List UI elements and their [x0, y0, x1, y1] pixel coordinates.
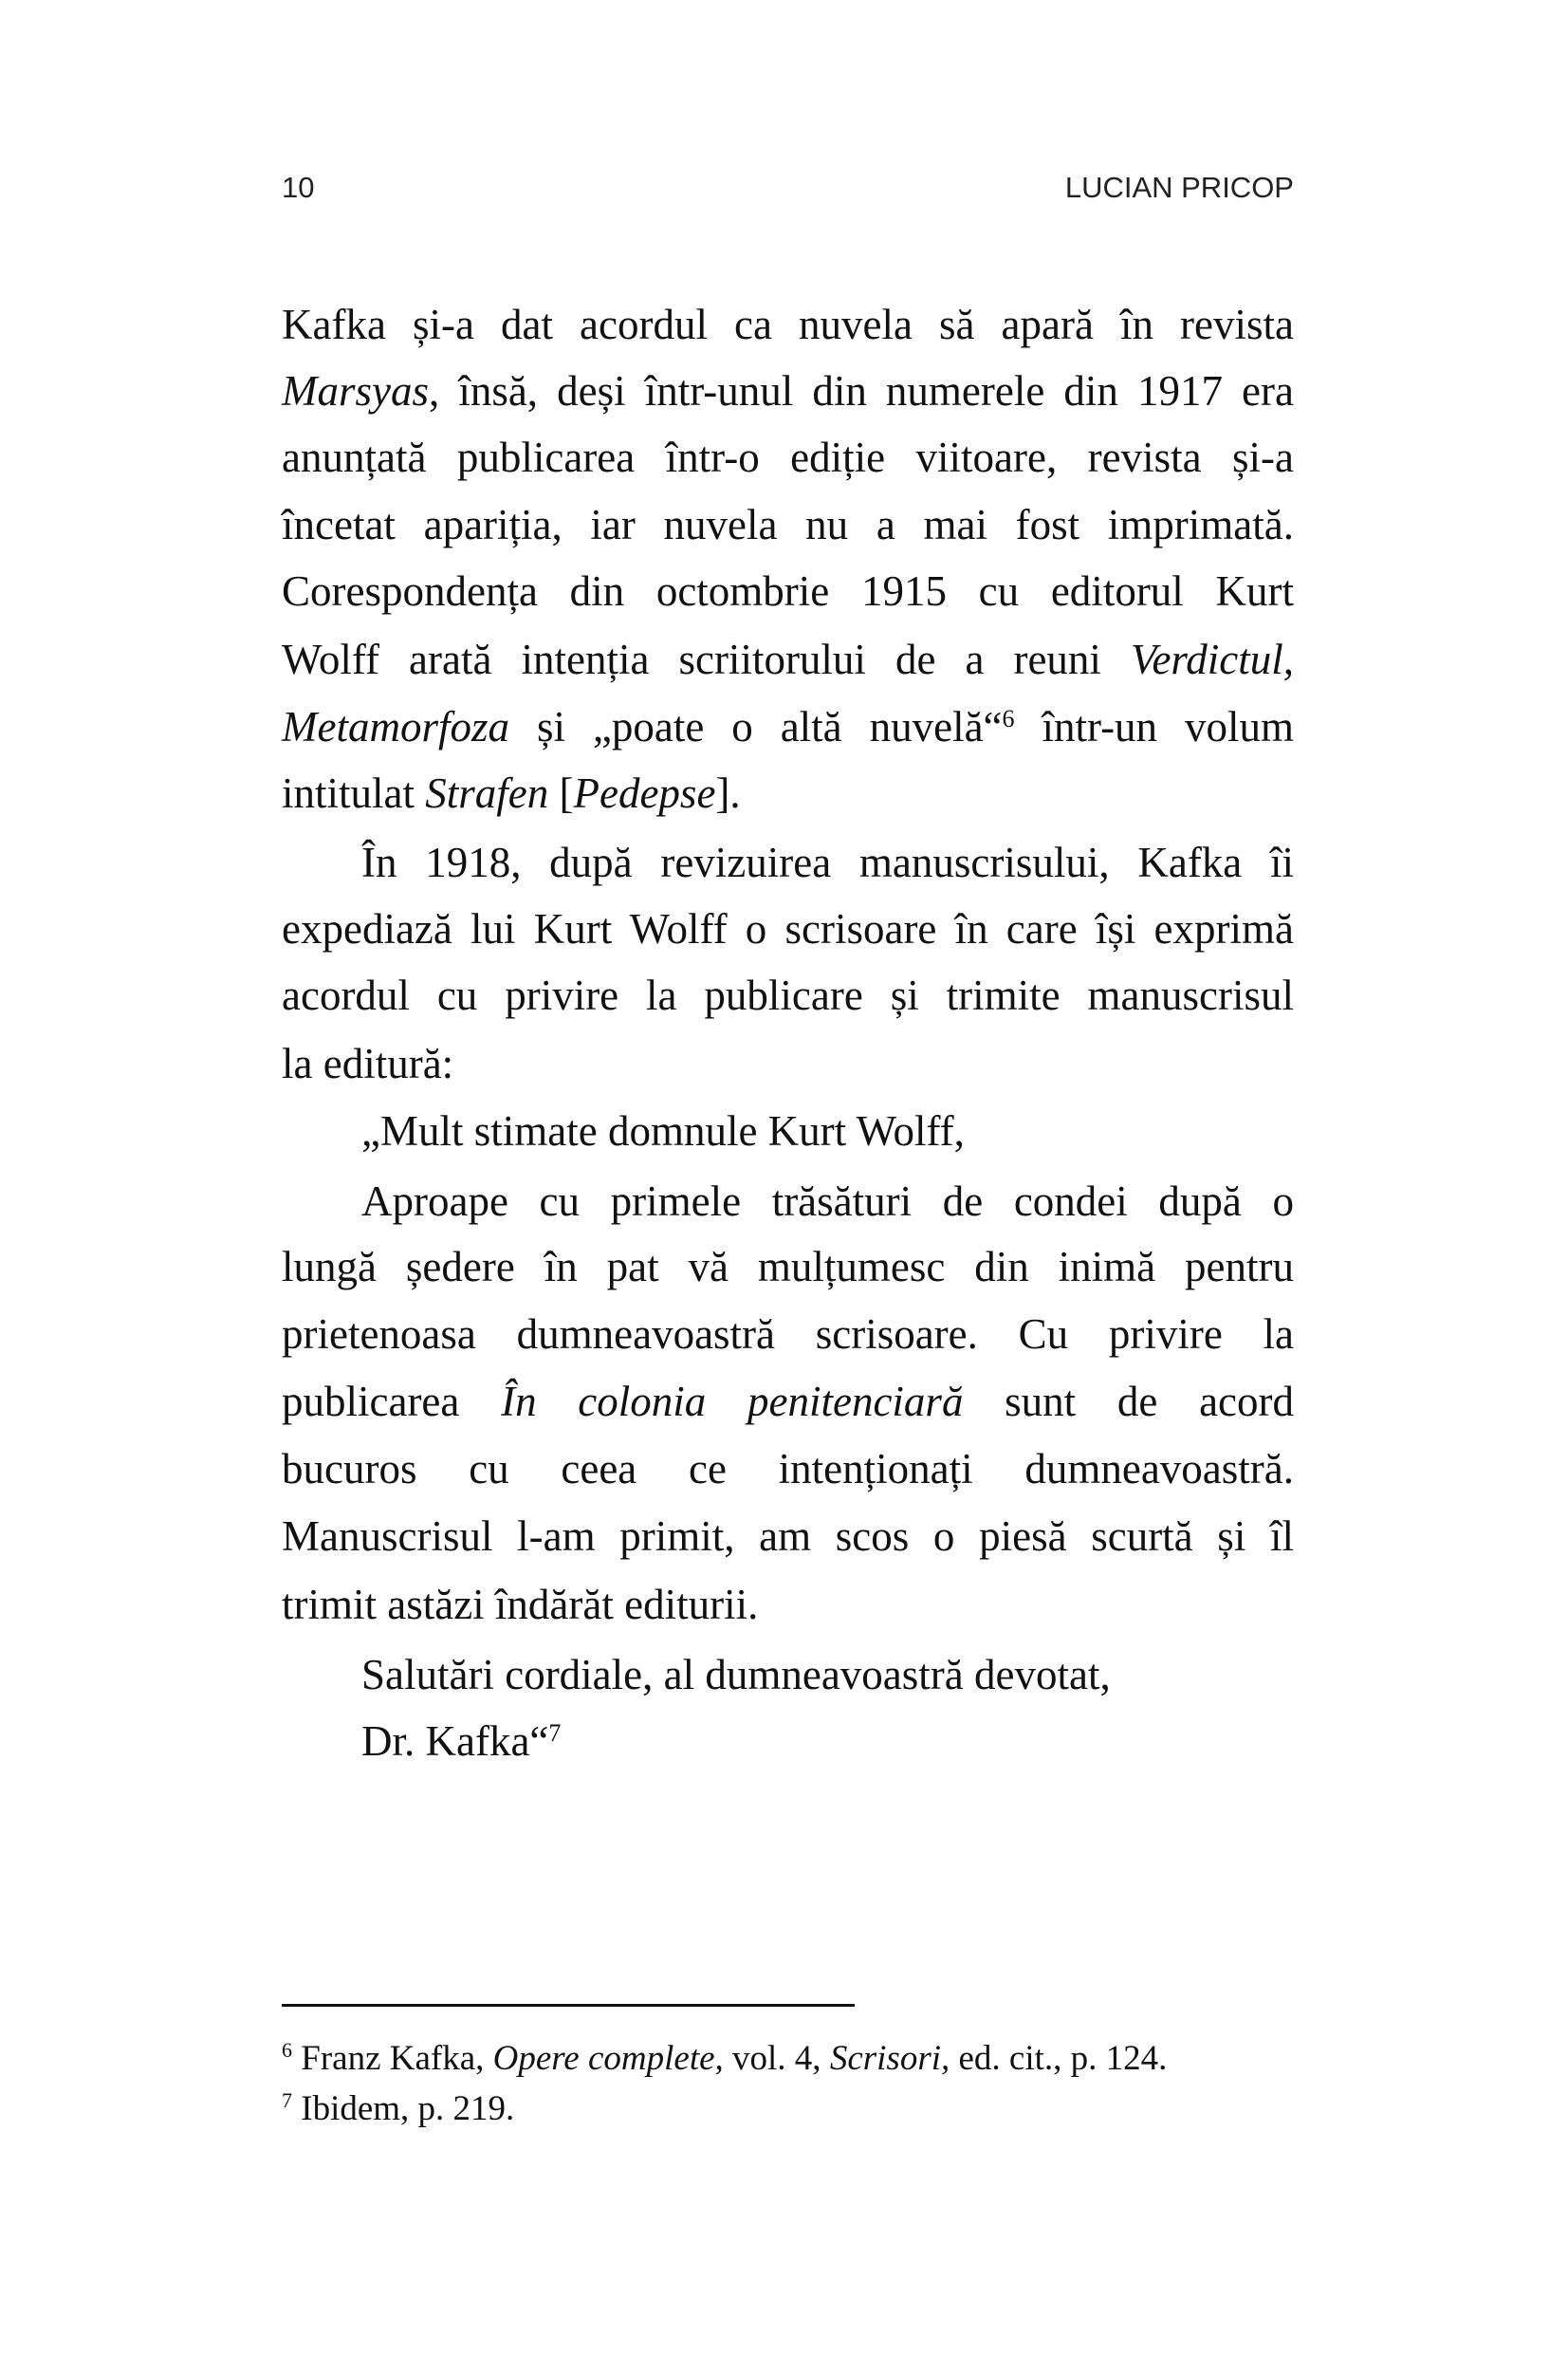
footnote-marker: 7 — [282, 2088, 292, 2112]
text-line — [282, 765, 1294, 822]
footnote-marker: 6 — [1002, 705, 1015, 732]
text-line — [361, 1103, 1294, 1159]
text-segment: Aproape cu primele trăsături de condei după o — [361, 1177, 1294, 1225]
text-segment: Franz Kafka, — [292, 2039, 493, 2078]
italic-text: Opere complete, — [492, 2039, 724, 2078]
text-segment: [ — [548, 769, 574, 817]
text-segment: anunțată publicarea într-o ediție viitoare, revista și-a — [282, 434, 1294, 481]
text-segment: Dr. Kafka“ — [361, 1717, 549, 1765]
text-line — [282, 1035, 1294, 1092]
text-line — [282, 1508, 1294, 1565]
text-line — [361, 1713, 1294, 1770]
text-line — [361, 834, 1294, 891]
text-line — [282, 496, 1294, 553]
text-segment: la editură: — [282, 1040, 454, 1087]
text-segment: , însă, deși într-unul din numerele din 1917 era — [429, 367, 1294, 415]
page-number: 10 — [282, 171, 315, 204]
text-line — [282, 1306, 1294, 1362]
text-segment: Ibidem, p. 219. — [292, 2089, 515, 2128]
text-line — [282, 362, 1294, 419]
italic-text: Pedepse — [573, 769, 716, 817]
text-segment: prietenoasa dumneavoastră scrisoare. Cu privire la — [282, 1310, 1294, 1358]
text-line — [282, 563, 1294, 620]
text-segment: încetat apariția, iar nuvela nu a mai fost imprimată. — [282, 501, 1294, 548]
text-segment: ]. — [715, 769, 741, 817]
italic-text: În colonia penitenciară — [501, 1378, 964, 1425]
text-line — [361, 1173, 1294, 1230]
text-segment: sunt de acord — [963, 1378, 1295, 1425]
text-line — [282, 1576, 1294, 1633]
italic-text: Verdictul, — [1130, 636, 1294, 683]
text-segment: bucuros cu ceea ce intenționați dumneavoastră. — [282, 1445, 1294, 1492]
italic-text: Strafen — [425, 769, 549, 817]
italic-text: Marsyas — [282, 367, 429, 415]
text-segment: ed. cit., p. 124. — [950, 2039, 1168, 2078]
text-segment: intitulat — [282, 769, 426, 817]
text-line — [282, 296, 1294, 353]
text-segment: într-un volum — [1014, 703, 1294, 751]
text-line — [282, 900, 1294, 957]
text-segment: acordul cu privire la publicare și trimite manuscrisul — [282, 972, 1294, 1019]
text-segment: vol. 4, — [723, 2039, 830, 2078]
text-segment: „Mult stimate domnule Kurt Wolff, — [361, 1107, 965, 1155]
text-segment: În 1918, după revizuirea manuscrisului, Kafka îi — [361, 839, 1294, 886]
text-segment: Corespondența din octombrie 1915 cu editorul Kurt — [282, 567, 1294, 615]
text-segment: trimit astăzi îndărăt editurii. — [282, 1581, 759, 1628]
footnote — [282, 2081, 1294, 2138]
text-segment: lungă ședere în pat vă mulțumesc din inimă pentru — [282, 1243, 1294, 1290]
text-line — [282, 631, 1294, 688]
text-segment: Wolff arată intenția scriitorului de a reuni — [282, 636, 1131, 683]
text-segment: expediază lui Kurt Wolff o scrisoare în care își exprimă — [282, 905, 1294, 953]
text-line — [282, 1440, 1294, 1497]
italic-text: Scrisori, — [829, 2039, 950, 2078]
text-segment: și „poate o altă nuvelă“ — [509, 703, 1003, 751]
text-line — [361, 1646, 1294, 1703]
text-line — [282, 1373, 1294, 1430]
footnote-marker: 6 — [282, 2038, 292, 2062]
text-segment: Manuscrisul l-am primit, am scos o piesă scurtă și îl — [282, 1512, 1294, 1560]
italic-text: Metamorfoza — [282, 703, 509, 751]
text-line — [282, 429, 1294, 486]
footnote-rule — [282, 2004, 855, 2007]
footnote-marker: 7 — [548, 1719, 562, 1747]
text-line — [282, 698, 1294, 755]
running-head: LUCIAN PRICOP — [1064, 171, 1294, 204]
text-segment: Salutări cordiale, al dumneavoastră devotat, — [361, 1651, 1111, 1698]
text-segment: Kafka și-a dat acordul ca nuvela să apară în revista — [282, 301, 1294, 348]
text-line — [282, 1238, 1294, 1295]
text-line — [282, 967, 1294, 1024]
footnote — [282, 2030, 1294, 2087]
text-segment: publicarea — [282, 1378, 502, 1425]
